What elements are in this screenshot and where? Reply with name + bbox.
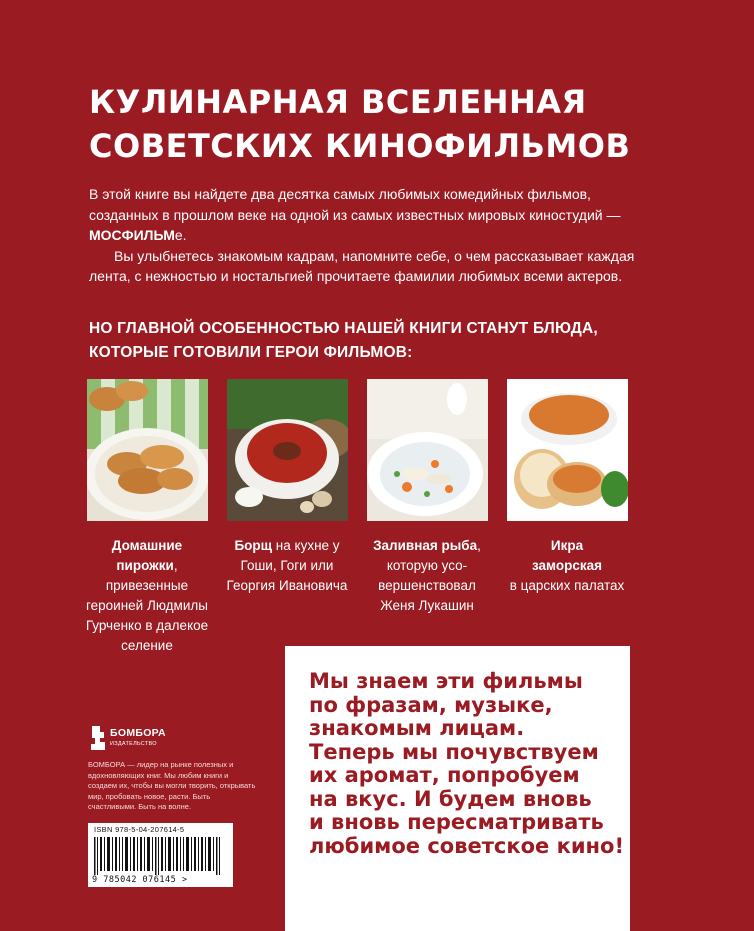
publisher-description: БОМБОРА — лидер на рынке полезных и вдохновляющих книг. Мы любим книги и создаем их, чтобы вы могли творить, открывать мир, пробовать новое, расти. Быть счастливыми. Быть на волне. bbox=[88, 760, 256, 811]
publisher-logo bbox=[88, 724, 188, 754]
ikra-description: в царских палатах bbox=[509, 578, 625, 593]
zalivnaya-ryba-name: Заливная рыба bbox=[373, 538, 478, 553]
barcode bbox=[88, 823, 233, 887]
quote-text bbox=[309, 670, 629, 858]
intro-p1-text: В этой книге вы найдете два десятка самых любимых комедийных фильмов, созданных в прошлом веке на одной из самых известных мировых киностудий — bbox=[89, 186, 621, 223]
intro-p1-suffix: е. bbox=[174, 227, 187, 243]
title-line-1: КУЛИНАРНАЯ ВСЕЛЕННАЯ bbox=[89, 83, 587, 121]
borsch-description: на кухне у Гоши, Гоги или Георгия Ивановича bbox=[226, 538, 348, 593]
barcode-bars bbox=[94, 837, 227, 875]
intro-paragraph-2: Вы улыбнетесь знакомым кадрам, напомните себе, о чем рассказывает каждая лента, с нежностью и ностальгией прочитаете фамилии любимых всеми актеров. bbox=[89, 247, 635, 284]
pirozhki-photo bbox=[87, 379, 208, 521]
zalivnaya-ryba-photo bbox=[367, 379, 488, 521]
quote-line: знакомым лицам. bbox=[309, 716, 525, 740]
borsch-caption bbox=[222, 536, 352, 596]
barcode-number: 9 785042 076145 > bbox=[92, 875, 188, 885]
studio-name: МОСФИЛЬМ bbox=[89, 227, 175, 243]
intro-paragraph-1 bbox=[89, 184, 664, 246]
publisher-subtitle: ИЗДАТЕЛЬСТВО bbox=[110, 741, 157, 747]
dishes-heading-line-1: НО ГЛАВНОЙ ОСОБЕННОСТЬЮ НАШЕЙ КНИГИ СТАНУТ БЛЮДА, bbox=[89, 320, 598, 337]
publisher-name: БОМБОРА bbox=[110, 727, 166, 739]
dishes-heading bbox=[89, 317, 689, 365]
quote-line: их аромат, попробуем bbox=[309, 763, 580, 787]
ikra-caption bbox=[502, 536, 632, 596]
quote-box bbox=[285, 646, 630, 931]
bombora-logo-icon bbox=[88, 724, 108, 752]
ikra-photo bbox=[507, 379, 628, 521]
intro-text bbox=[89, 184, 664, 287]
quote-line: Теперь мы почувствуем bbox=[309, 739, 599, 764]
isbn-text: ISBN 978-5-04-207614-5 bbox=[94, 825, 185, 834]
title-line-2: СОВЕТСКИХ КИНОФИЛЬМОВ bbox=[89, 127, 631, 165]
borsch-name: Борщ bbox=[234, 538, 273, 553]
quote-line: и вновь пересматривать bbox=[309, 810, 604, 834]
pirozhki-description: , привезенные героиней Людмилы Гурченко в далекое селение bbox=[85, 558, 209, 653]
quote-line: на вкус. И будем вновь bbox=[309, 786, 592, 811]
zalivnaya-ryba-caption bbox=[362, 536, 492, 616]
zalivnaya-ryba-description: , которую усо-вершенствовал Женя Лукашин bbox=[378, 538, 481, 613]
quote-line: любимое советское кино! bbox=[309, 833, 625, 858]
ikra-name-line-1: Икра bbox=[550, 538, 584, 553]
cover-title bbox=[89, 80, 709, 168]
borsch-photo bbox=[227, 379, 348, 521]
quote-line: Мы знаем эти фильмы bbox=[309, 669, 583, 693]
quote-line: по фразам, музыке, bbox=[309, 692, 553, 717]
pirozhki-caption bbox=[82, 536, 212, 656]
pirozhki-name-line-1: Домашние bbox=[111, 538, 183, 553]
dishes-heading-line-2: КОТОРЫЕ ГОТОВИЛИ ГЕРОИ ФИЛЬМОВ: bbox=[89, 344, 413, 361]
pirozhki-name-line-2: пирожки bbox=[116, 558, 174, 573]
ikra-name-line-2: заморская bbox=[532, 558, 602, 573]
